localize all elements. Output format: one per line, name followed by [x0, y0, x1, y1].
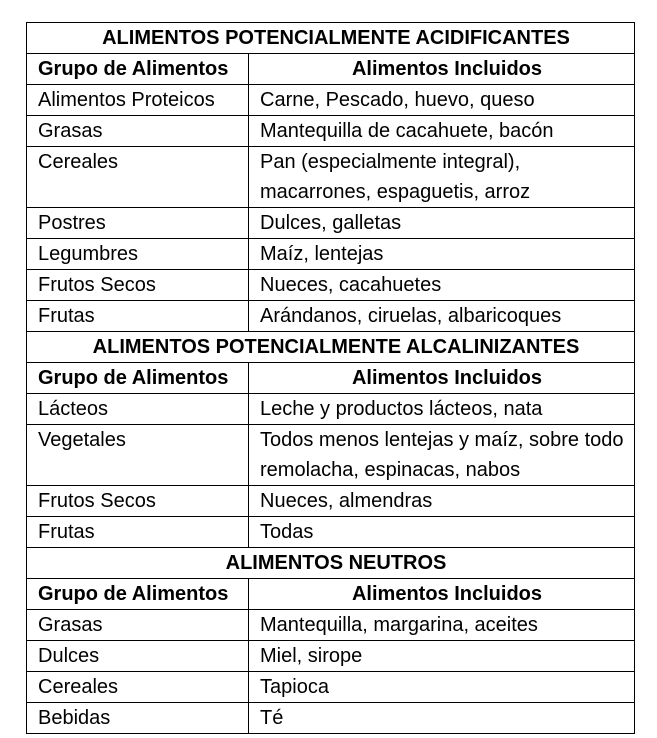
- group-cell: Frutos Secos: [27, 486, 249, 517]
- table-row: [27, 703, 635, 734]
- group-cell: Legumbres: [27, 239, 249, 270]
- group-cell: Vegetales: [27, 425, 249, 486]
- group-cell: Grasas: [27, 610, 249, 641]
- table-row: [27, 147, 635, 208]
- column-header-items: Alimentos Incluidos: [249, 54, 635, 85]
- column-header-group: Grupo de Alimentos: [27, 579, 249, 610]
- items-cell: Arándanos, ciruelas, albaricoques: [249, 301, 635, 332]
- items-cell: Té: [249, 703, 635, 734]
- group-cell: Bebidas: [27, 703, 249, 734]
- table-row: [27, 270, 635, 301]
- section-title-neutral: ALIMENTOS NEUTROS: [27, 548, 635, 579]
- items-cell: Miel, sirope: [249, 641, 635, 672]
- items-cell: Leche y productos lácteos, nata: [249, 394, 635, 425]
- table-row: [27, 239, 635, 270]
- table-row: [27, 610, 635, 641]
- column-header-items: Alimentos Incluidos: [249, 579, 635, 610]
- table-row: [27, 394, 635, 425]
- items-cell: Mantequilla de cacahuete, bacón: [249, 116, 635, 147]
- table-row: [27, 486, 635, 517]
- column-header-items: Alimentos Incluidos: [249, 363, 635, 394]
- group-cell: Frutos Secos: [27, 270, 249, 301]
- items-cell: Nueces, cacahuetes: [249, 270, 635, 301]
- items-cell: Todos menos lentejas y maíz, sobre todo remolacha, espinacas, nabos: [249, 425, 635, 486]
- group-cell: Postres: [27, 208, 249, 239]
- group-cell: Dulces: [27, 641, 249, 672]
- items-cell: Maíz, lentejas: [249, 239, 635, 270]
- table-row: [27, 517, 635, 548]
- group-cell: Cereales: [27, 147, 249, 208]
- section-header-row: [27, 332, 635, 363]
- group-cell: Frutas: [27, 517, 249, 548]
- items-cell: Mantequilla, margarina, aceites: [249, 610, 635, 641]
- items-cell: Nueces, almendras: [249, 486, 635, 517]
- group-cell: Lácteos: [27, 394, 249, 425]
- group-cell: Grasas: [27, 116, 249, 147]
- column-header-row: [27, 363, 635, 394]
- table-row: [27, 672, 635, 703]
- column-header-group: Grupo de Alimentos: [27, 363, 249, 394]
- items-cell: Dulces, galletas: [249, 208, 635, 239]
- group-cell: Cereales: [27, 672, 249, 703]
- group-cell: Alimentos Proteicos: [27, 85, 249, 116]
- column-header-row: [27, 54, 635, 85]
- table-row: [27, 301, 635, 332]
- items-cell: Todas: [249, 517, 635, 548]
- section-header-row: [27, 548, 635, 579]
- items-cell: Pan (especialmente integral), macarrones, espaguetis, arroz: [249, 147, 635, 208]
- section-title-acidifying: ALIMENTOS POTENCIALMENTE ACIDIFICANTES: [27, 23, 635, 54]
- table-row: [27, 425, 635, 486]
- items-cell: Carne, Pescado, huevo, queso: [249, 85, 635, 116]
- column-header-group: Grupo de Alimentos: [27, 54, 249, 85]
- section-title-alkalizing: ALIMENTOS POTENCIALMENTE ALCALINIZANTES: [27, 332, 635, 363]
- group-cell: Frutas: [27, 301, 249, 332]
- table-row: [27, 208, 635, 239]
- section-header-row: [27, 23, 635, 54]
- table-row: [27, 116, 635, 147]
- food-classification-table: [26, 22, 635, 734]
- table-row: [27, 85, 635, 116]
- column-header-row: [27, 579, 635, 610]
- table-row: [27, 641, 635, 672]
- items-cell: Tapioca: [249, 672, 635, 703]
